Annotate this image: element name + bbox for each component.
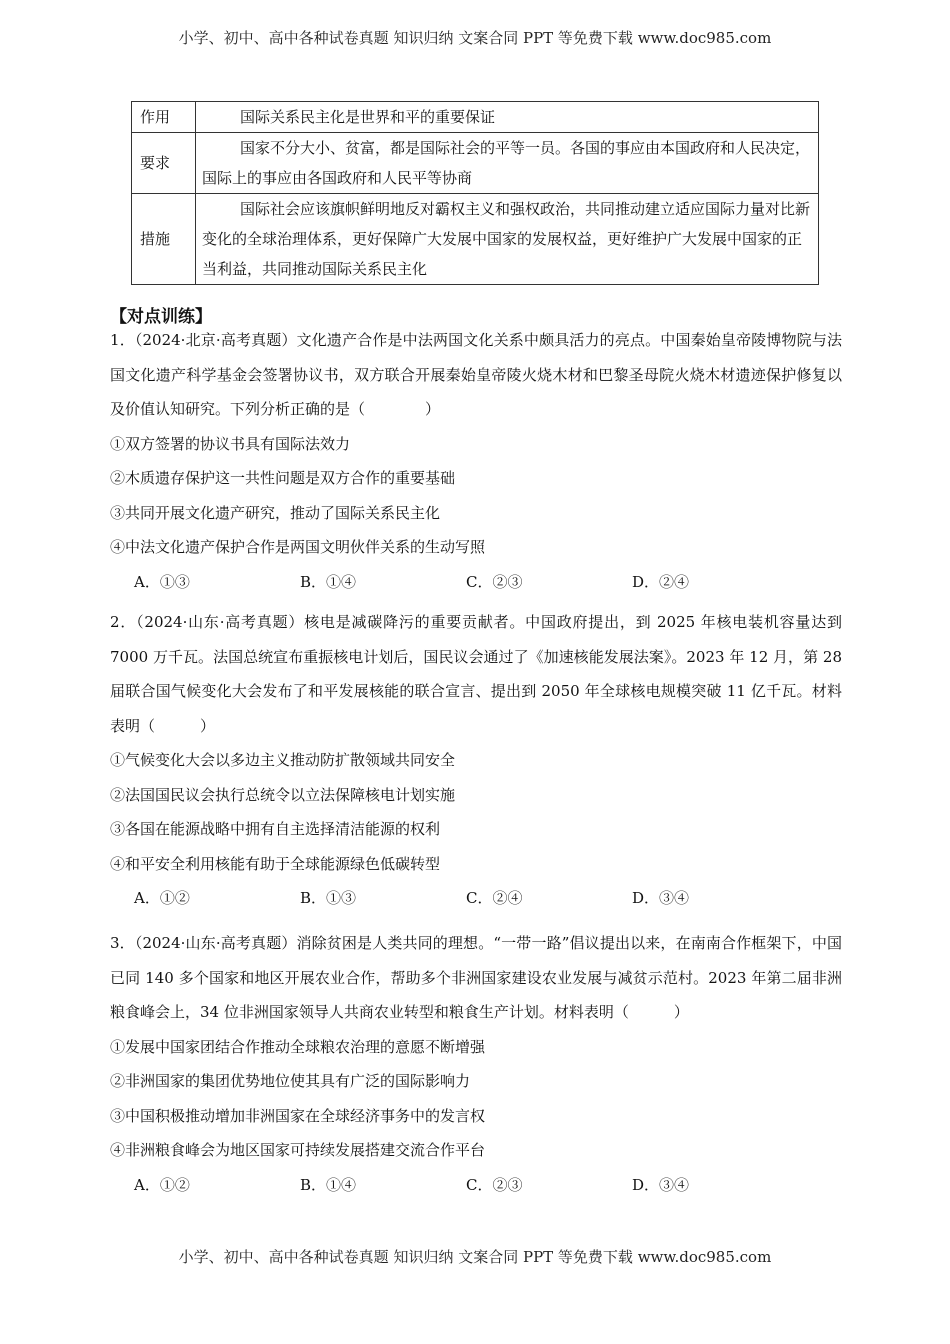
question-stem: 2．（2024·山东·高考真题）核电是减碳降污的重要贡献者。中国政府提出，到 2025 年核电装机容量达到 7000 万千瓦。法国总统宣布重振核电计划后，国民议会通过了《加速核能发展法案》。2023 年 12 月，第 28 届联合国气候变化大会发布了和平发展核能的联合宣言、提出到 2050 年全球核电规模突破 11 亿千瓦。材料表明（ ） — [110, 613, 842, 735]
question-1 — [110, 323, 842, 599]
table-row — [132, 102, 819, 133]
option-statement: ①发展中国家团结合作推动全球粮农治理的意愿不断增强 — [110, 1037, 486, 1056]
choice-b[interactable]: B．①③ — [300, 889, 357, 907]
answer-choices — [110, 1168, 842, 1203]
choice-d[interactable]: D．③④ — [632, 1175, 690, 1194]
choice-a[interactable]: A．①② — [134, 1175, 190, 1194]
choice-a[interactable]: A．①③ — [134, 572, 190, 591]
answer-choices — [110, 881, 842, 916]
option-statement: ④和平安全利用核能有助于全球能源绿色低碳转型 — [110, 854, 441, 873]
row-label: 作用 — [132, 102, 196, 133]
row-label: 措施 — [132, 194, 196, 285]
option-statement: ③共同开展文化遗产研究，推动了国际关系民主化 — [110, 503, 441, 522]
section-title: 【对点训练】 — [110, 307, 212, 327]
option-statement: ①双方签署的协议书具有国际法效力 — [110, 434, 351, 453]
choice-d[interactable]: D．②④ — [632, 572, 690, 591]
answer-choices — [110, 565, 842, 600]
choice-a[interactable]: A．①② — [134, 889, 190, 907]
option-statement: ②非洲国家的集团优势地位使其具有广泛的国际影响力 — [110, 1072, 471, 1090]
row-content-text: 国家不分大小、贫富，都是国际社会的平等一员。各国的事应由本国政府和人民决定，国际上的事应由各国政府和人民平等协商 — [202, 139, 811, 187]
summary-table — [131, 101, 819, 285]
table-row — [132, 133, 819, 194]
choice-c[interactable]: C．②④ — [466, 889, 523, 907]
row-content-text: 国际关系民主化是世界和平的重要保证 — [240, 108, 496, 126]
page-footer: 小学、初中、高中各种试卷真题 知识归纳 文案合同 PPT 等免费下载 www.doc985.com — [178, 1248, 772, 1266]
option-statement: ④中法文化遗产保护合作是两国文明伙伴关系的生动写照 — [110, 538, 486, 556]
question-stem: 3．（2024·山东·高考真题）消除贫困是人类共同的理想。“一带一路”倡议提出以来，在南南合作框架下，中国已同 140 多个国家和地区开展农业合作，帮助多个非洲国家建设农业发展与减贫示范村。2023 年第二届非洲粮食峰会上，34 位非洲国家领导人共商农业转型和粮食生产计划。材料表明（ ） — [110, 934, 842, 1021]
option-statement: ②法国国民议会执行总统令以立法保障核电计划实施 — [110, 785, 456, 804]
row-content — [196, 102, 819, 133]
question-2 — [110, 605, 842, 916]
question-3 — [110, 926, 842, 1202]
option-statement: ④非洲粮食峰会为地区国家可持续发展搭建交流合作平台 — [110, 1141, 486, 1159]
question-stem: 1．（2024·北京·高考真题）文化遗产合作是中法两国文化关系中颇具活力的亮点。中国秦始皇帝陵博物院与法国文化遗产科学基金会签署协议书，双方联合开展秦始皇帝陵火烧木材和巴黎圣母院火烧木材遗迹保护修复以及价值认知研究。下列分析正确的是（ ） — [110, 331, 842, 418]
row-label: 要求 — [132, 133, 196, 194]
row-content-text: 国际社会应该旗帜鲜明地反对霸权主义和强权政治，共同推动建立适应国际力量对比新变化的全球治理体系，更好保障广大发展中国家的发展权益，更好维护广大发展中国家的正当利益，共同推动国际关系民主化 — [202, 200, 811, 278]
option-statement: ③中国积极推动增加非洲国家在全球经济事务中的发言权 — [110, 1106, 486, 1125]
choice-c[interactable]: C．②③ — [466, 572, 523, 591]
row-content — [196, 133, 819, 194]
choice-d[interactable]: D．③④ — [632, 889, 690, 907]
option-statement: ①气候变化大会以多边主义推动防扩散领域共同安全 — [110, 751, 456, 769]
row-content — [196, 194, 819, 285]
option-statement: ②木质遗存保护这一共性问题是双方合作的重要基础 — [110, 469, 456, 487]
choice-b[interactable]: B．①④ — [300, 1175, 357, 1194]
choice-c[interactable]: C．②③ — [466, 1175, 523, 1194]
choice-b[interactable]: B．①④ — [300, 572, 357, 591]
option-statement: ③各国在能源战略中拥有自主选择清洁能源的权利 — [110, 820, 441, 838]
page-header: 小学、初中、高中各种试卷真题 知识归纳 文案合同 PPT 等免费下载 www.doc985.com — [178, 29, 772, 47]
table-row — [132, 194, 819, 285]
